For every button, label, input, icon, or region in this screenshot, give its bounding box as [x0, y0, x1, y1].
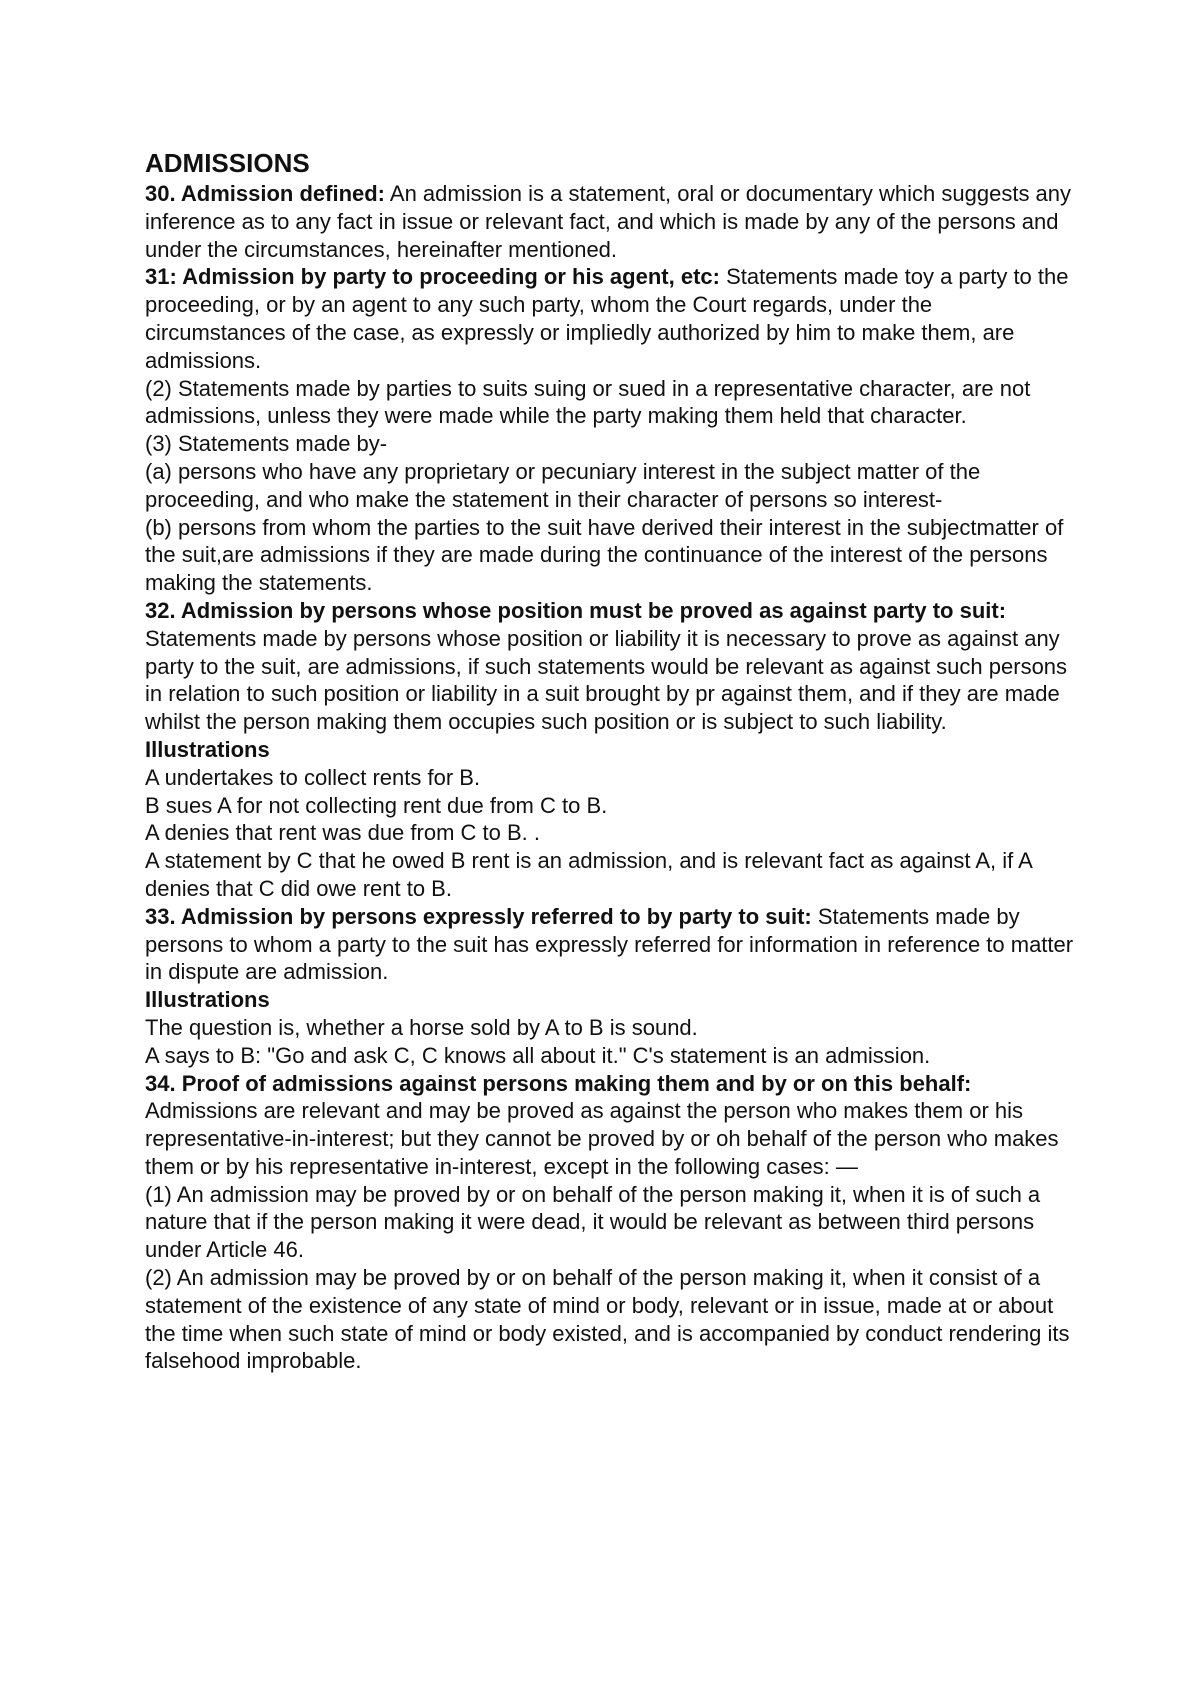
section-33-text: Statements made by persons to whom a party to the suit has expressly referred for information in reference to matter in dispute are admission.	[145, 903, 1074, 985]
section-32-illustration: B sues A for not collecting rent due from C to B.	[145, 792, 608, 818]
section-33-illustrations-heading: Illustrations	[145, 987, 270, 1013]
section-31-text: Statements made toy a party to the proceeding, or by an agent to any such party, whom the Court regards, under the circumstances of the case, as expressly or impliedly authorized by him to make them, are admissions.	[145, 264, 1069, 373]
section-34-text: Admissions are relevant and may be proved as against the person who makes them or his representative-in-interest; but they cannot be proved by or oh behalf of the person who makes them or by his representative in-interest, except in the following cases: —	[145, 1098, 1059, 1179]
section-34-heading: 34. Proof of admissions against persons making them and by or on this behalf:	[145, 1070, 972, 1096]
section-31	[145, 263, 1075, 374]
section-30-text: An admission is a statement, oral or documentary which suggests any inference as to any fact in issue or relevant fact, and which is made by any of the persons and under the circumstances, hereinafter mentioned.	[145, 181, 1072, 262]
section-32-illustration: A undertakes to collect rents for B.	[145, 764, 481, 790]
section-32-heading: 32. Admission by persons whose position must be proved as against party to suit:	[145, 597, 1007, 623]
section-32-illustrations-heading: Illustrations	[145, 736, 270, 762]
section-30	[145, 180, 1075, 263]
document-page	[145, 148, 1075, 1375]
section-32-text: Statements made by persons whose position or liability it is necessary to prove as against any party to the suit, are admissions, if such statements would be relevant as against such persons in relation to such position or liability in a suit brought by pr against them, and if they are made whilst the person making them occupies such position or is subject to such liability.	[145, 625, 1068, 735]
section-33	[145, 903, 1075, 986]
section-34-clause-2: (2) An admission may be proved by or on behalf of the person making it, when it consist of a statement of the existence of any state of mind or body, relevant or in issue, made at or about the time when such state of mind or body existed, and is accompanied by conduct rendering its falsehood improbable.	[145, 1265, 1070, 1374]
document-title: ADMISSIONS	[145, 148, 310, 178]
section-31-heading: 31: Admission by party to proceeding or his agent, etc:	[145, 264, 720, 290]
section-32-illustration: A statement by C that he owed B rent is an admission, and is relevant fact as against A, if A denies that C did owe rent to B.	[145, 848, 1032, 901]
section-31-clause-3: (3) Statements made by-	[145, 431, 388, 457]
section-31-clause-3a: (a) persons who have any proprietary or pecuniary interest in the subject matter of the proceeding, and who make the statement in their character of persons so interest-	[145, 458, 981, 512]
section-34-clause-1: (1) An admission may be proved by or on behalf of the person making it, when it is of such a nature that if the person making it were dead, it would be relevant as between third persons under Article 46.	[145, 1181, 1041, 1263]
section-32-illustration: A denies that rent was due from C to B. .	[145, 820, 540, 846]
section-33-heading: 33. Admission by persons expressly referred to by party to suit:	[145, 903, 812, 929]
section-33-illustration: A says to B: "Go and ask C, C knows all about it." C's statement is an admission.	[145, 1042, 931, 1068]
section-30-heading: 30. Admission defined:	[145, 181, 386, 206]
section-31-clause-3b: (b) persons from whom the parties to the suit have derived their interest in the subjectmatter of the suit,are admissions if they are made during the continuance of the interest of the persons making the statements.	[145, 514, 1064, 596]
section-33-illustration: The question is, whether a horse sold by A to B is sound.	[145, 1014, 698, 1040]
section-31-clause-2: (2) Statements made by parties to suits suing or sued in a representative character, are not admissions, unless they were made while the party making them held that character.	[145, 375, 1031, 429]
